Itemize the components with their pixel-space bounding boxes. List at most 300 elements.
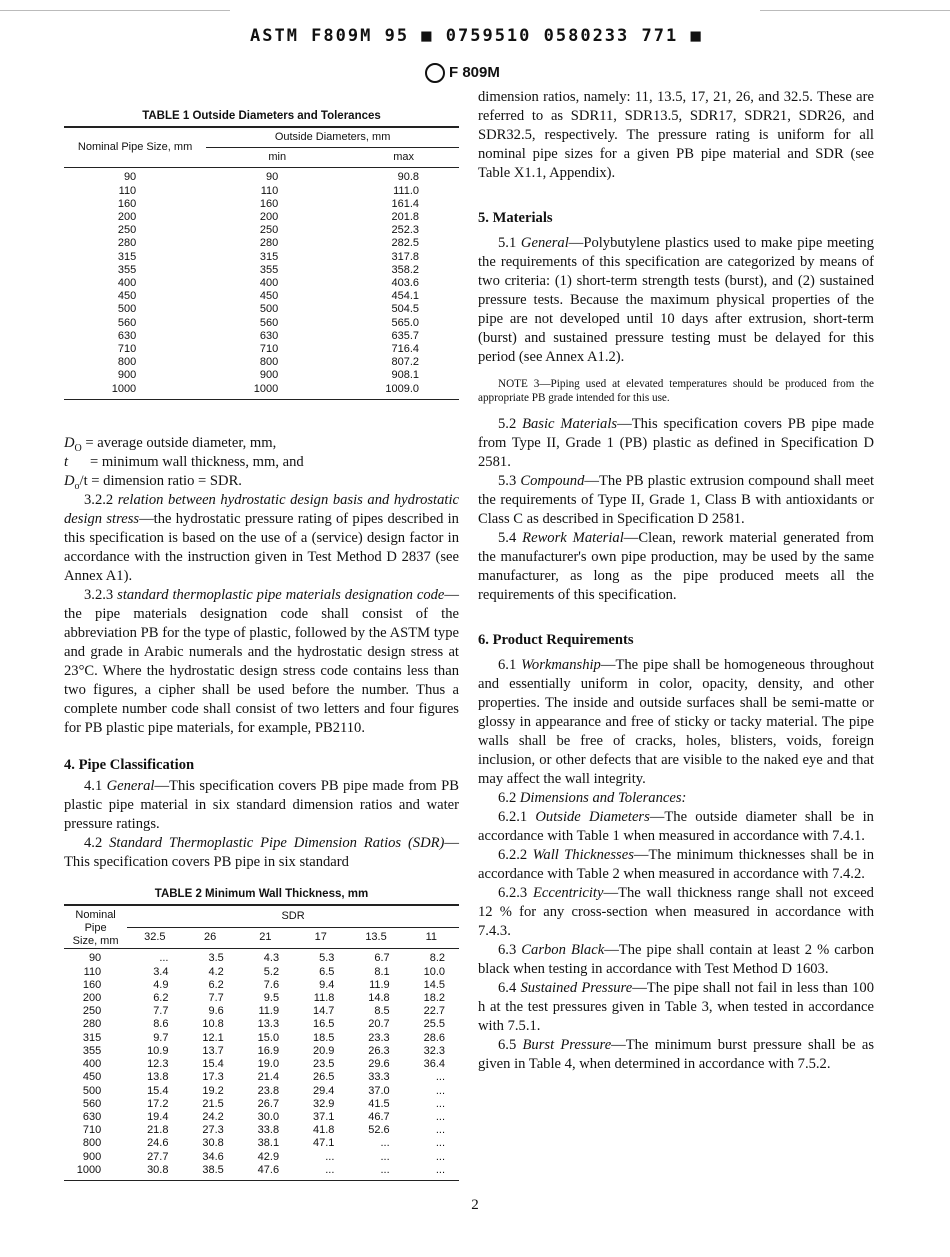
table-cell: 4.2 xyxy=(208,965,224,978)
table-row xyxy=(64,264,459,277)
col-header: 11 xyxy=(425,931,438,944)
table-cell: 15.4 xyxy=(202,1058,224,1071)
table-cell: 716.4 xyxy=(391,343,419,356)
table-cell: 33.8 xyxy=(257,1124,280,1137)
paragraph-5-1 xyxy=(478,234,874,367)
designation: F 809M xyxy=(449,63,500,81)
table-cell: 250 xyxy=(259,224,279,237)
table-cell: 11.9 xyxy=(258,1005,280,1018)
section-heading-5: 5. Materials xyxy=(478,210,553,226)
col-header-line: Size, mm xyxy=(72,935,119,948)
table-cell: 5.2 xyxy=(263,965,280,978)
table-cell: ... xyxy=(380,1150,390,1163)
table-cell: 41.5 xyxy=(368,1097,390,1110)
table-cell: 110 xyxy=(260,184,279,197)
table-title: TABLE 1 Outside Diameters and Tolerances xyxy=(142,110,381,122)
table-cell: 14.7 xyxy=(312,1005,335,1018)
table-cell: 15.4 xyxy=(147,1084,169,1097)
table-cell: 23.5 xyxy=(312,1058,335,1071)
para-title: Workmanship xyxy=(521,657,601,673)
table-cell: 12.3 xyxy=(147,1058,169,1071)
table-row xyxy=(64,1018,459,1031)
table-cell: 8.1 xyxy=(374,965,390,978)
table-cell: 900 xyxy=(117,369,137,382)
paragraph-6-2 xyxy=(478,789,874,808)
table-cell: 280 xyxy=(82,1018,102,1031)
table-cell: 1000 xyxy=(253,382,279,395)
table-cell: 355 xyxy=(117,263,137,276)
table-cell: 111.0 xyxy=(393,184,419,197)
section-heading-6: 6. Product Requirements xyxy=(478,632,634,648)
table-row xyxy=(64,1032,459,1045)
table-row xyxy=(64,168,459,185)
table-cell: 635.7 xyxy=(391,329,419,342)
para-text: —The minimum burst pressure shall be as given in Table 4, when determined in accordance with 7.5.2. xyxy=(478,1037,874,1072)
paragraph-5-3 xyxy=(478,472,874,529)
table-cell: ... xyxy=(380,1163,390,1176)
table-cell: 358.2 xyxy=(391,263,419,276)
table-cell: 29.6 xyxy=(368,1058,390,1071)
table-cell: 26.3 xyxy=(368,1044,390,1057)
table-cell: 90.8 xyxy=(397,171,419,184)
table-cell: ... xyxy=(435,1084,445,1097)
table-row xyxy=(64,198,459,211)
para-text: —the pipe materials designation code shall consist of the abbreviation PB for the type of plastic, followed by the ASTM type and grade in Arabic numerals and the hydrostatic design stress at 23°C. Where the hydrostatic design stress code contains less than two figures, a cipher shall be used before the number. Thus a complete number code shall consist of two letters and four figures for PB plastic pipe materials, for example, PB2110. xyxy=(64,586,459,736)
note-text: —Piping used at elevated temperatures should be produced from the appropriate PB grade intended for this use. xyxy=(478,378,875,404)
table-cell: 6.2 xyxy=(208,978,224,991)
para-text: —This specification covers PB pipe made from PB plastic pipe material in six standard dimension ratios and water pressure ratings. xyxy=(64,777,459,832)
table-cell: 16.9 xyxy=(257,1044,280,1057)
para-num: 6.5 xyxy=(498,1037,523,1053)
col-header: Nominal Pipe Size, mm xyxy=(77,141,193,154)
paragraph-4-2 xyxy=(64,834,459,872)
table-cell: 355 xyxy=(259,263,279,276)
paragraph-6-2-3 xyxy=(478,884,874,941)
table-cell: 26.5 xyxy=(312,1071,335,1084)
table-cell: 21.8 xyxy=(147,1124,169,1137)
table-cell: 6.5 xyxy=(319,965,335,978)
table-cell: 280 xyxy=(259,237,279,250)
table-cell: 800 xyxy=(82,1137,102,1150)
para-text: —The wall thickness range shall not exceed 12 % for any cross-section when measured in accordance with 7.4.3. xyxy=(478,885,874,939)
table-row xyxy=(64,317,459,330)
table-cell: 1000 xyxy=(111,382,137,395)
table-cell: 30.0 xyxy=(257,1110,280,1123)
para-num: 5.4 xyxy=(498,530,523,546)
table-cell: 403.6 xyxy=(391,277,419,290)
para-num: 5.3 xyxy=(498,473,521,489)
table-row xyxy=(64,343,459,356)
table-cell: 565.0 xyxy=(391,316,419,329)
para-title: standard thermoplastic pipe materials designation code xyxy=(117,586,445,603)
para-title: Basic Materials xyxy=(522,416,618,432)
table-cell: 24.2 xyxy=(202,1110,224,1123)
table-cell: 9.4 xyxy=(319,978,335,991)
table-cell: 282.5 xyxy=(391,237,419,250)
table-cell: 280 xyxy=(117,237,137,250)
para-title: Sustained Pressure xyxy=(520,980,633,996)
table-cell: 17.3 xyxy=(202,1071,224,1084)
table-row xyxy=(64,330,459,343)
table-cell: 90 xyxy=(88,952,102,965)
note-3 xyxy=(478,377,874,405)
table-cell: 400 xyxy=(117,277,137,290)
table-cell: 200 xyxy=(117,211,137,224)
table-cell: 900 xyxy=(259,369,279,382)
para-title: Wall Thicknesses xyxy=(532,847,634,863)
paragraph-continued: dimension ratios, namely: 11, 13.5, 17, 21, 26, and 32.5. These are referred to as SDR11, SDR13.5, SDR17, SDR21, SDR26, and SDR32.5, respectively. The pressure rating is uniform for all nominal pipe sizes for a given PB pipe material and SDR (see Table X1.1, Appendix). xyxy=(478,89,874,181)
table-cell: 160 xyxy=(117,197,137,210)
table-row xyxy=(64,185,459,198)
col-header: 26 xyxy=(204,931,217,944)
table-cell: 315 xyxy=(259,250,279,263)
table-cell: 17.2 xyxy=(147,1097,169,1110)
table-cell: ... xyxy=(435,1150,445,1163)
table-cell: 630 xyxy=(117,329,137,342)
paragraph-6-1 xyxy=(478,656,874,789)
table-cell: 22.7 xyxy=(423,1005,445,1018)
page-number: 2 xyxy=(471,1196,479,1213)
table-cell: 12.1 xyxy=(202,1031,224,1044)
table-cell: 25.5 xyxy=(423,1018,445,1031)
para-num: 6.4 xyxy=(498,980,521,996)
table-cell: 9.6 xyxy=(208,1005,224,1018)
col-group-header: Outside Diameters, mm xyxy=(206,127,459,148)
table-cell: 52.6 xyxy=(368,1124,390,1137)
para-text: —This specification covers PB pipe made from Type II, Grade 1 (PB) plastic as defined in Specification D 2581. xyxy=(478,416,875,470)
table-cell: 160 xyxy=(82,978,102,991)
col-header: 13.5 xyxy=(365,931,387,944)
table-cell: 6.7 xyxy=(374,952,390,965)
table-cell: 16.5 xyxy=(312,1018,335,1031)
table-cell: 33.3 xyxy=(368,1071,390,1084)
para-num: 3.2.3 xyxy=(84,586,118,603)
table-cell: 19.4 xyxy=(147,1110,169,1123)
table-row xyxy=(64,211,459,224)
para-title: Outside Diameters xyxy=(535,809,650,825)
table-cell: 1009.0 xyxy=(385,382,419,395)
right-column xyxy=(478,88,874,1074)
table-cell: 560 xyxy=(117,316,137,329)
table-cell: 355 xyxy=(82,1044,102,1057)
table-cell: 14.8 xyxy=(368,992,390,1005)
table-cell: 32.3 xyxy=(423,1044,445,1057)
table-cell: 4.3 xyxy=(263,952,280,965)
table-cell: 36.4 xyxy=(423,1058,445,1071)
para-title: Eccentricity xyxy=(532,885,604,901)
table-cell: 504.5 xyxy=(391,303,419,316)
table-cell: ... xyxy=(380,1137,390,1150)
paragraph-6-5 xyxy=(478,1036,874,1074)
table-cell: 23.3 xyxy=(368,1031,390,1044)
para-num: 6.1 xyxy=(498,657,522,673)
definition xyxy=(64,434,459,453)
table-row xyxy=(64,1124,459,1137)
symbol: D xyxy=(64,472,75,489)
table-cell: 3.5 xyxy=(208,952,224,965)
col-header: 32.5 xyxy=(144,931,166,944)
paragraph-4-1 xyxy=(64,777,459,834)
table-cell: 13.3 xyxy=(257,1018,280,1031)
table-row xyxy=(64,1098,459,1111)
paragraph-3-2-2 xyxy=(64,491,459,586)
table-cell: 38.5 xyxy=(202,1163,224,1176)
table-cell: 9.5 xyxy=(263,992,280,1005)
left-column xyxy=(64,88,459,1181)
table-cell: 252.3 xyxy=(391,224,419,237)
table-cell: 315 xyxy=(82,1031,102,1044)
table-row xyxy=(64,1085,459,1098)
table-cell: 28.6 xyxy=(423,1031,445,1044)
table-cell: 18.2 xyxy=(423,992,445,1005)
table-row xyxy=(64,1164,459,1181)
table-row xyxy=(64,1005,459,1018)
para-num: 6.3 xyxy=(498,942,522,958)
table-cell: 450 xyxy=(117,290,137,303)
table-cell: 37.1 xyxy=(312,1110,335,1123)
para-title: Burst Pressure xyxy=(522,1037,612,1053)
symbol: D xyxy=(64,434,75,451)
table-cell: 630 xyxy=(259,329,279,342)
table-cell: 200 xyxy=(259,211,279,224)
paragraph-6-2-1 xyxy=(478,808,874,846)
table-cell: 14.5 xyxy=(423,978,445,991)
para-num: 6.2.3 xyxy=(498,885,533,901)
table-row xyxy=(64,1045,459,1058)
table-cell: 32.9 xyxy=(312,1097,335,1110)
table-cell: 47.1 xyxy=(312,1137,335,1150)
table-row xyxy=(64,949,459,966)
table-cell: 908.1 xyxy=(391,369,419,382)
table-cell: 37.0 xyxy=(368,1084,390,1097)
col-header: 17 xyxy=(314,931,327,944)
table-cell: 5.3 xyxy=(319,952,335,965)
table-cell: 400 xyxy=(82,1058,102,1071)
table-cell: 710 xyxy=(82,1124,102,1137)
table-row xyxy=(64,383,459,400)
table-cell: 20.9 xyxy=(312,1044,335,1057)
table-cell: 250 xyxy=(117,224,137,237)
table-cell: 46.7 xyxy=(368,1110,390,1123)
table-cell: 21.4 xyxy=(257,1071,280,1084)
subscript: o xyxy=(74,480,80,492)
subscript: O xyxy=(74,442,82,454)
table-cell: 38.1 xyxy=(257,1137,280,1150)
paragraph-6-4 xyxy=(478,979,874,1036)
para-title: Rework Material xyxy=(522,530,624,546)
table-cell: 200 xyxy=(82,992,102,1005)
definition-text: /t = dimension ratio = SDR. xyxy=(79,472,242,489)
table-cell: 34.6 xyxy=(202,1150,224,1163)
table-cell: 10.0 xyxy=(423,965,445,978)
table-cell: 710 xyxy=(259,343,279,356)
table-cell: 11.9 xyxy=(369,978,390,991)
para-title: General xyxy=(520,235,569,251)
table-cell: 160 xyxy=(259,197,279,210)
para-num: 5.1 xyxy=(498,235,521,251)
table-cell: 20.7 xyxy=(368,1018,390,1031)
table-cell: 450 xyxy=(82,1071,102,1084)
table-cell: 90 xyxy=(266,171,279,184)
table-cell: 90 xyxy=(123,171,137,184)
table-cell: 47.6 xyxy=(257,1163,280,1176)
table-cell: 10.8 xyxy=(202,1018,224,1031)
col-group-header: SDR xyxy=(127,905,459,927)
para-text: —The pipe shall be homogeneous throughout and essentially uniform in color, opacity, density, and other properties. The inside and outside surfaces shall be semi-matte or glossy in appearance and free of sticky or tacky material. The pipe walls shall be free of cracks, holes, blisters, voids, foreign inclusion, or other defects that are visible to the naked eye and that may affect the wall integrity. xyxy=(478,657,874,787)
table-cell: 30.8 xyxy=(147,1163,169,1176)
para-title: Standard Thermoplastic Pipe Dimension Ratios (SDR) xyxy=(109,834,445,851)
table-cell: 560 xyxy=(259,316,279,329)
definition-text: = minimum wall thickness, mm, and xyxy=(68,453,304,470)
table-row xyxy=(64,251,459,264)
table-cell: 500 xyxy=(259,303,279,316)
table-cell: 500 xyxy=(117,303,137,316)
table-cell: 8.6 xyxy=(153,1018,169,1031)
table-cell: 630 xyxy=(82,1110,102,1123)
table-cell: 3.4 xyxy=(153,965,169,978)
table-cell: 19.0 xyxy=(257,1058,280,1071)
table-row xyxy=(64,979,459,992)
table-cell: 18.5 xyxy=(312,1031,335,1044)
para-num: 6.2.2 xyxy=(498,847,533,863)
table-cell: 27.3 xyxy=(202,1124,224,1137)
table-cell: 41.8 xyxy=(312,1124,335,1137)
table-row xyxy=(64,1058,459,1071)
table-2 xyxy=(64,888,459,1181)
paragraph-3-2-3 xyxy=(64,586,459,738)
table-cell: 7.7 xyxy=(208,992,224,1005)
table-cell: 42.9 xyxy=(257,1150,280,1163)
table-cell: ... xyxy=(325,1150,335,1163)
table-row xyxy=(64,224,459,237)
table-cell: 8.5 xyxy=(374,1005,390,1018)
para-text: —The minimum thicknesses shall be in accordance with Table 2 when measured in accordance with 7.4.2. xyxy=(478,847,874,882)
para-num: 6.2 xyxy=(498,790,520,806)
para-title: Carbon Black xyxy=(521,942,605,958)
table-cell: 30.8 xyxy=(202,1137,224,1150)
table-row xyxy=(64,237,459,250)
section-heading-4: 4. Pipe Classification xyxy=(64,756,195,773)
table-cell: 23.8 xyxy=(257,1084,280,1097)
table-cell: 26.7 xyxy=(257,1097,280,1110)
table-cell: 110 xyxy=(83,965,102,978)
table-cell: 800 xyxy=(259,356,279,369)
table-cell: 201.8 xyxy=(391,211,419,224)
para-title: Compound xyxy=(520,473,585,489)
paragraph-6-3 xyxy=(478,941,874,979)
table-cell: 19.2 xyxy=(202,1084,224,1097)
table-cell: ... xyxy=(325,1163,335,1176)
table-cell: 7.7 xyxy=(153,1005,169,1018)
table-row xyxy=(64,992,459,1005)
table-cell: 21.5 xyxy=(202,1097,224,1110)
table-cell: 11.8 xyxy=(313,992,335,1005)
table-cell: 315 xyxy=(117,250,137,263)
para-text: —The pipe shall contain at least 2 % carbon black when testing in accordance with Test Method D 1603. xyxy=(478,942,874,977)
col-header: min xyxy=(268,151,287,164)
table-cell: ... xyxy=(435,1124,445,1137)
para-num: 4.1 xyxy=(84,777,107,794)
paragraph-5-4 xyxy=(478,529,874,605)
table-cell: 15.0 xyxy=(257,1031,280,1044)
document-header-code: ASTM F809M 95 ■ 0759510 0580233 771 ■ xyxy=(250,26,703,46)
para-num: 5.2 xyxy=(498,416,523,432)
table-row xyxy=(64,303,459,316)
table-row xyxy=(64,1071,459,1084)
table-row xyxy=(64,1111,459,1124)
table-cell: 4.9 xyxy=(153,978,169,991)
table-cell: 710 xyxy=(117,343,137,356)
table-cell: 13.7 xyxy=(202,1044,224,1057)
table-cell: ... xyxy=(435,1097,445,1110)
para-num: 6.2.1 xyxy=(498,809,536,825)
note-label: NOTE 3 xyxy=(498,378,540,390)
table-cell: 29.4 xyxy=(312,1084,335,1097)
left-text xyxy=(64,434,459,872)
para-text: —The outside diameter shall be in accordance with Table 1 when measured in accordance with 7.4.1. xyxy=(478,809,874,844)
table-cell: 13.8 xyxy=(147,1071,169,1084)
table-cell: 454.1 xyxy=(391,290,419,303)
definition xyxy=(64,453,459,472)
paragraph-6-2-2 xyxy=(478,846,874,884)
para-text: —The PB plastic extrusion compound shall meet the requirements of Type II, Grade 1, Class B with antioxidants or Class C as described in Specification D 2581. xyxy=(478,473,875,527)
table-cell: ... xyxy=(435,1110,445,1123)
table-row xyxy=(64,966,459,979)
table-cell: 800 xyxy=(117,356,137,369)
table-cell: 450 xyxy=(259,290,279,303)
table-cell: ... xyxy=(435,1163,445,1176)
table-cell: ... xyxy=(435,1137,445,1150)
col-header xyxy=(64,905,127,949)
table-cell: 10.9 xyxy=(147,1044,169,1057)
table-1 xyxy=(64,110,459,400)
table-cell: 317.8 xyxy=(391,250,419,263)
paragraph-5-2 xyxy=(478,415,874,472)
table-cell: 250 xyxy=(82,1005,102,1018)
table-cell: ... xyxy=(435,1071,445,1084)
col-header: 21 xyxy=(259,931,272,944)
para-text: —Clean, rework material generated from the manufacturer's own pipe production, may be used by the same manufacturer, as long as the pipe produced meets all the requirements of this specification. xyxy=(478,530,874,603)
para-title: General xyxy=(106,777,155,794)
table-cell: 27.7 xyxy=(147,1150,169,1163)
table-cell: 807.2 xyxy=(391,356,419,369)
table-cell: 500 xyxy=(82,1084,102,1097)
table-row xyxy=(64,290,459,303)
table-cell: 110 xyxy=(118,184,137,197)
para-text: —This specification covers PB pipe in six standard xyxy=(64,834,460,870)
definition xyxy=(64,472,459,491)
table-cell: 161.4 xyxy=(391,197,419,210)
para-text: —the hydrostatic pressure rating of pipes described in this specification is based on the use of a (service) design factor in accordance with the instruction given in Test Method D 2837 (see Annex A1). xyxy=(64,510,459,584)
col-header-line: Nominal Pipe xyxy=(75,908,116,935)
table-cell: 400 xyxy=(259,277,279,290)
para-title: Dimensions and Tolerances: xyxy=(519,790,687,806)
para-num: 4.2 xyxy=(84,834,110,851)
table-cell: ... xyxy=(159,952,169,965)
table-cell: 900 xyxy=(82,1150,102,1163)
table-cell: 560 xyxy=(82,1097,102,1110)
table-cell: 7.6 xyxy=(263,978,280,991)
definition-text: = average outside diameter, mm, xyxy=(81,434,277,451)
para-text: —Polybutylene plastics used to make pipe meeting the requirements of this specification are categorized by means of two criteria: (1) short-term strength tests (burst), and (2) sustained pressure tests. Because the maximum physical properties of the pipe are not developed until 10 days after extrusion, short-term (burst) and sustained pressure testing must be delayed for this period (see Annex A1.2). xyxy=(478,235,874,365)
table-cell: 6.2 xyxy=(153,992,169,1005)
para-num: 3.2.2 xyxy=(84,491,118,508)
symbol: t xyxy=(64,453,69,470)
table-row xyxy=(64,369,459,382)
table-title: TABLE 2 Minimum Wall Thickness, mm xyxy=(154,887,369,900)
table-row xyxy=(64,1137,459,1150)
para-title: relation between hydrostatic design basis and hydrostatic design stress xyxy=(64,491,459,527)
